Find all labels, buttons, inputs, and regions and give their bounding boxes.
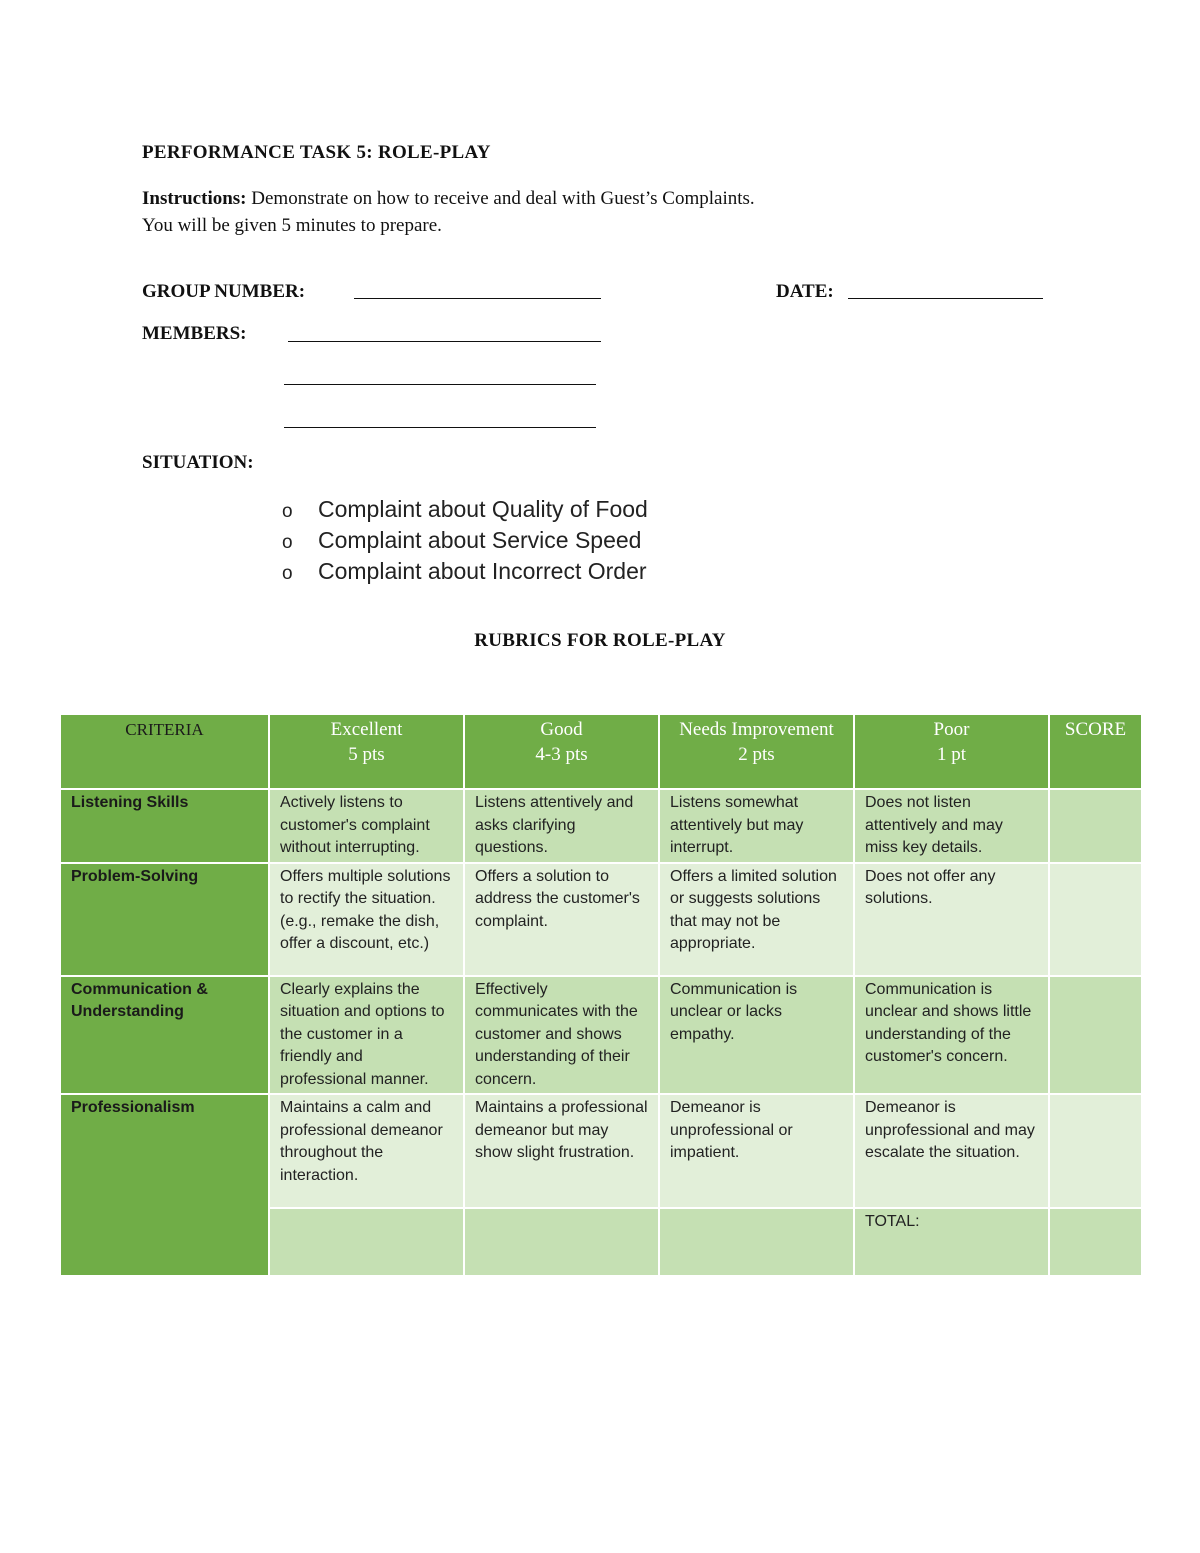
criterion-label: Listening Skills [60, 789, 269, 863]
cell-good: Maintains a professional demeanor but may show slight frustration. [464, 1094, 659, 1208]
table-row [60, 789, 1142, 863]
bullet-icon: o [282, 532, 293, 553]
cell-excellent: Clearly explains the situation and options to the customer in a friendly and professional manner. [269, 976, 464, 1095]
score-cell[interactable] [1049, 1094, 1142, 1208]
member-field-2[interactable] [284, 384, 596, 385]
group-number-label: GROUP NUMBER: [142, 281, 306, 302]
total-score-cell[interactable] [1049, 1208, 1142, 1276]
table-header-row [60, 714, 1142, 789]
instructions-label: Instructions: [142, 188, 247, 209]
cell-excellent: Maintains a calm and professional demeanor throughout the interaction. [269, 1094, 464, 1208]
instructions [142, 185, 755, 239]
list-item: o Complaint about Quality of Food [282, 494, 648, 525]
empty-cell [659, 1208, 854, 1276]
rubric-table [59, 713, 1143, 1277]
bullet-icon: o [282, 563, 293, 584]
table-row [60, 1094, 1142, 1208]
page-title: PERFORMANCE TASK 5: ROLE-PLAY [142, 142, 491, 163]
cell-good: Offers a solution to address the customer's complaint. [464, 863, 659, 976]
cell-poor: Demeanor is unprofessional and may escalate the situation. [854, 1094, 1049, 1208]
cell-needs-improvement: Communication is unclear or lacks empathy. [659, 976, 854, 1095]
column-header-good: Good 4-3 pts [464, 714, 659, 789]
cell-poor: Does not listen attentively and may miss key details. [854, 789, 1049, 863]
score-cell[interactable] [1049, 976, 1142, 1095]
cell-needs-improvement: Offers a limited solution or suggests solutions that may not be appropriate. [659, 863, 854, 976]
situation-list [282, 494, 648, 587]
situation-label: SITUATION: [142, 452, 254, 473]
column-header-poor: Poor 1 pt [854, 714, 1049, 789]
date-label: DATE: [776, 281, 834, 302]
criterion-label: Problem-Solving [60, 863, 269, 976]
empty-cell [464, 1208, 659, 1276]
group-number-field[interactable] [354, 298, 601, 299]
cell-excellent: Offers multiple solutions to rectify the situation. (e.g., remake the dish, offer a discount, etc.) [269, 863, 464, 976]
cell-needs-improvement: Demeanor is unprofessional or impatient. [659, 1094, 854, 1208]
table-row [60, 863, 1142, 976]
total-label: TOTAL: [854, 1208, 1049, 1276]
column-header-criteria: CRITERIA [60, 714, 269, 789]
column-header-score: SCORE [1049, 714, 1142, 789]
rubric-title: RUBRICS FOR ROLE-PLAY [474, 630, 726, 651]
list-item: o Complaint about Incorrect Order [282, 556, 648, 587]
cell-good: Effectively communicates with the customer and shows understanding of their concern. [464, 976, 659, 1095]
cell-excellent: Actively listens to customer's complaint without interrupting. [269, 789, 464, 863]
cell-poor: Communication is unclear and shows little understanding of the customer's concern. [854, 976, 1049, 1095]
member-field-3[interactable] [284, 427, 596, 428]
cell-good: Listens attentively and asks clarifying questions. [464, 789, 659, 863]
instructions-text: Demonstrate on how to receive and deal with Guest’s Complaints. [246, 188, 755, 209]
cell-needs-improvement: Listens somewhat attentively but may interrupt. [659, 789, 854, 863]
criterion-label: Communication & Understanding [60, 976, 269, 1095]
table-row [60, 976, 1142, 1095]
bullet-icon: o [282, 501, 293, 522]
instructions-line2: You will be given 5 minutes to prepare. [142, 215, 442, 236]
cell-poor: Does not offer any solutions. [854, 863, 1049, 976]
list-item: o Complaint about Service Speed [282, 525, 648, 556]
score-cell[interactable] [1049, 789, 1142, 863]
empty-cell [269, 1208, 464, 1276]
criterion-label: Professionalism [60, 1094, 269, 1276]
column-header-needs-improvement: Needs Improvement 2 pts [659, 714, 854, 789]
score-cell[interactable] [1049, 863, 1142, 976]
column-header-excellent: Excellent 5 pts [269, 714, 464, 789]
members-label: MEMBERS: [142, 323, 247, 344]
member-field-1[interactable] [288, 341, 601, 342]
date-field[interactable] [848, 298, 1043, 299]
